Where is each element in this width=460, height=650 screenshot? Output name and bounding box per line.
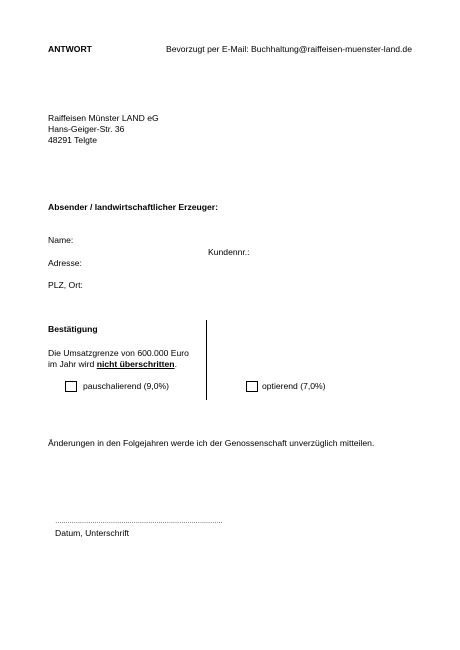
recipient-street: Hans-Geiger-Str. 36 — [48, 124, 125, 134]
address-label: Adresse: — [48, 258, 82, 268]
checkbox-pauschalierend[interactable] — [65, 381, 77, 392]
recipient-city: 48291 Telgte — [48, 135, 98, 145]
confirmation-line1: Die Umsatzgrenze von 600.000 Euro — [48, 348, 189, 358]
notice-text: Änderungen in den Folgejahren werde ich der Genossenschaft unverzüglich mitteilen. — [48, 438, 375, 448]
recipient-name: Raiffeisen Münster LAND eG — [48, 113, 159, 123]
signature-label: Datum, Unterschrift — [55, 528, 130, 538]
name-label: Name: — [48, 235, 74, 245]
customer-number-label: Kundennr.: — [208, 247, 250, 257]
document-title: ANTWORT — [48, 44, 92, 54]
confirmation-line2-prefix: im Jahr wird — [48, 359, 97, 369]
confirmation-line2-emphasis: nicht überschritten — [96, 359, 175, 369]
confirmation-line2 — [48, 359, 177, 370]
option-optierend-label: optierend (7,0%) — [262, 381, 326, 391]
option-pauschalierend-label: pauschalierend (9,0%) — [83, 381, 169, 391]
confirmation-line2-suffix: . — [174, 359, 177, 369]
sender-heading: Absender / landwirtschaftlicher Erzeuger: — [48, 202, 219, 212]
vertical-divider — [206, 320, 207, 400]
confirmation-heading: Bestätigung — [48, 324, 98, 334]
email-note: Bevorzugt per E-Mail: Buchhaltung@raiffeisen-muenster-land.de — [166, 44, 412, 54]
checkbox-optierend[interactable] — [246, 381, 258, 392]
signature-line: ……………………………………………………………………… — [55, 518, 223, 525]
zip-city-label: PLZ, Ort: — [48, 280, 83, 290]
